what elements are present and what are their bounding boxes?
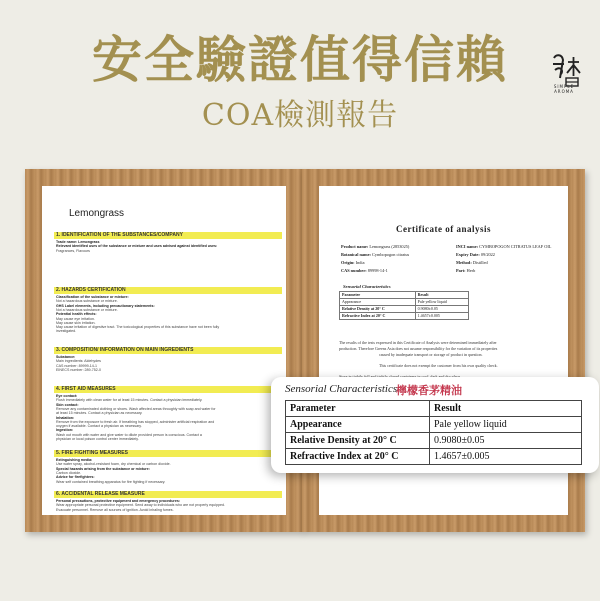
- sds-line: Eye contact:: [56, 394, 78, 398]
- coa-field: [456, 252, 495, 257]
- left-wood-frame: [25, 169, 303, 532]
- coa-table-row: [340, 306, 469, 313]
- sds-line: Fragrances, Flavours: [56, 248, 90, 253]
- sds-line: Trade name: Lemongrass: [56, 240, 100, 244]
- sds-line: Personal precautions, protective equipment and emergency procedures:: [56, 499, 181, 503]
- sds-line: investigated.: [56, 329, 77, 334]
- zoom-cell-parameter: Relative Density at 20° C: [286, 433, 430, 449]
- brand-logo-caption: SIMPLE AROMA: [553, 84, 575, 94]
- sds-line: May cause eye irritation.: [56, 316, 95, 321]
- subheadline: COA檢測報告: [201, 98, 399, 133]
- sds-line: Classification of the substance or mixture:: [56, 295, 129, 299]
- sds-line: oxygen if available. Contact a physician as necessary.: [56, 424, 142, 429]
- coa-sensorial-label: Sensorial Characteristics: [343, 284, 391, 289]
- sds-line: Use water spray, alcohol-resistant foam, dry chemical or carbon dioxide.: [56, 462, 171, 467]
- sds-line: Relevant identified uses of the substance or mixture and uses advised against identified uses:: [56, 244, 218, 249]
- coa-table-cell: Result: [415, 292, 468, 299]
- sds-section-heading: 5. FIRE FIGHTING MEASURES: [54, 450, 282, 457]
- coa-field-value: India: [355, 260, 365, 265]
- coa-field-value: Herb: [466, 268, 476, 273]
- zoom-cell-result: Result: [430, 401, 582, 417]
- sds-line: Flush immediately with clean water for at least 15 minutes. Contact a physician immediately.: [56, 398, 203, 403]
- zoom-cell-result: 0.9080±0.05: [430, 433, 582, 449]
- right-wood-frame: [302, 169, 585, 532]
- sds-section-heading: 3. COMPOSITION/ INFORMATION ON MAIN INGREDIENTS: [54, 347, 282, 354]
- zoom-title-chinese: 檸檬香茅精油: [396, 384, 462, 397]
- coa-table-cell: Appearance: [340, 299, 416, 306]
- zoom-table: [285, 400, 582, 465]
- coa-paragraph: This certificate does not exempt the customer from his own quality check.: [379, 363, 498, 368]
- sds-line: Inhalation:: [56, 415, 75, 420]
- coa-table-cell: Parameter: [340, 292, 416, 299]
- zoom-cell-parameter: Appearance: [286, 417, 430, 433]
- zoom-cell-result: 1.4657±0.005: [430, 449, 582, 465]
- coa-field-label: Method:: [456, 260, 472, 265]
- sds-line: Advice for firefighters:: [56, 475, 95, 480]
- sds-line: Wear self contained breathing apparatus for fire fighting if necessary.: [56, 479, 166, 484]
- coa-field-label: INCI name:: [456, 244, 479, 249]
- brand-logo-mark: [546, 52, 582, 88]
- zoom-cell-result: Pale yellow liquid: [430, 417, 582, 433]
- zoom-cell-parameter: Refractive Index at 20° C: [286, 449, 430, 465]
- coa-field-value: 09/2022: [480, 252, 495, 257]
- coa-field-label: Expiry Date:: [456, 252, 480, 257]
- sds-product-name: Lemongrass: [69, 208, 125, 219]
- coa-table-cell: 1.4657±0.005: [415, 313, 468, 320]
- coa-table-cell: Refractive Index at 20° C: [340, 313, 416, 320]
- coa-field: [341, 252, 409, 257]
- sds-line: GHS Label elements, including precautionary statements:: [56, 303, 155, 308]
- coa-field-value: CYMBOPOGON CITRATUS LEAF OIL: [479, 244, 552, 249]
- sds-line: Main ingredients: Aldehydes: [56, 359, 101, 364]
- sds-section-heading: 6. ACCIDENTAL RELEASE MEASURE: [54, 491, 282, 498]
- sds-line: Remove any contaminated clothing or shoes. Wash affected areas throughly with soap and water for: [56, 406, 216, 411]
- sds-line: Evacuate personnel. Remove all sources of ignition. Avoid inhaling fumes.: [56, 507, 174, 512]
- coa-paragraph: production. Therefore Greens Asia does not assume responsibility for the variation of its properties: [339, 346, 498, 351]
- coa-field: [456, 260, 488, 265]
- zoom-table-header-row: [286, 401, 582, 417]
- coa-title: Certificate of analysis: [396, 224, 491, 234]
- sds-line: Remove from the exposure to fresh air. If breathing has stopped, administer artificial respiration and: [56, 419, 215, 424]
- coa-field: [456, 244, 551, 249]
- sds-line: Special hazards arising from the substance or mixture:: [56, 466, 150, 471]
- sds-line: physician or local poison control center immediately.: [56, 437, 139, 441]
- sds-line: Not a hazardous substance or mixture.: [56, 307, 118, 312]
- coa-field: [341, 268, 388, 273]
- coa-table-row: [340, 313, 469, 320]
- sds-line: Wear appropriate personal protective equipment. Send away to individuals who are not properly equipped.: [56, 503, 225, 508]
- sds-line: CAS number: 89999-14-1: [56, 363, 97, 368]
- sds-line: May cause skin irritation.: [56, 320, 96, 325]
- coa-table-cell: Relative Density at 20° C: [340, 306, 416, 313]
- sds-line: May cause irritation of digestive tract. The toxicological properties of this substance have not been fully: [56, 325, 220, 330]
- coa-field: [341, 244, 409, 249]
- sds-line: Extinguishing media:: [56, 458, 93, 462]
- coa-table-row: [340, 292, 469, 299]
- coa-field-value: Cymbopogon citratus: [372, 252, 410, 257]
- coa-small-table: [339, 291, 469, 320]
- zoom-table-row: [286, 433, 582, 449]
- coa-field-value: Lemongrass (2853025): [369, 244, 410, 249]
- coa-field-label: Origin:: [341, 260, 355, 265]
- zoom-table-row: [286, 449, 582, 465]
- sds-line: Wash out mouth with water and give water to dilute provided person is conscious. Contact a: [56, 432, 202, 437]
- sds-line: Substance:: [56, 355, 76, 359]
- zoom-cell-parameter: Parameter: [286, 401, 430, 417]
- sds-line: Carbon dioxide.: [56, 470, 82, 475]
- coa-field: [456, 268, 475, 273]
- brand-logo: [546, 52, 582, 102]
- sds-line: Ingestion:: [56, 428, 74, 433]
- coa-field-value: 89998-14-1: [367, 268, 388, 273]
- coa-paragraph: caused by inadequate transport or storage of product in question.: [379, 352, 483, 357]
- coa-field-label: Part:: [456, 268, 466, 273]
- coa-field-label: Botanical name:: [341, 252, 371, 257]
- coa-field-label: CAS number:: [341, 268, 367, 273]
- sds-section-heading: 1. IDENTIFICATION OF THE SUBSTANCES/COMPANY: [54, 232, 282, 239]
- sds-line: Potential health effects:: [56, 312, 97, 317]
- coa-field-label: Product name:: [341, 244, 369, 249]
- coa-field: [341, 260, 365, 265]
- zoom-callout-card: [271, 377, 599, 473]
- sds-section-heading: 2. HAZARDS CERTIFICATION: [54, 287, 282, 294]
- coa-paragraph: The results of the tests expressed in this Certificate of Analysis were determined immediately after: [339, 340, 497, 345]
- coa-table-row: [340, 299, 469, 306]
- zoom-table-row: [286, 417, 582, 433]
- headline: 安全驗證值得信賴: [92, 30, 508, 89]
- coa-field-value: Distilled: [472, 260, 488, 265]
- sds-line: Not a hazardous substance or mixture.: [56, 299, 118, 304]
- sds-line: at least 15 minutes. Contact a physician as necessary.: [56, 411, 143, 416]
- sds-sheet: [42, 186, 286, 515]
- coa-table-cell: Pale yellow liquid: [415, 299, 468, 306]
- zoom-title: Sensorial Characteristics: [285, 383, 398, 395]
- sds-line: EINECS number: 289-752-0: [56, 367, 101, 372]
- sds-section-heading: 4. FIRST AID MEASURES: [54, 386, 282, 393]
- coa-table-cell: 0.9080±0.05: [415, 306, 468, 313]
- sds-line: Skin contact:: [56, 402, 79, 407]
